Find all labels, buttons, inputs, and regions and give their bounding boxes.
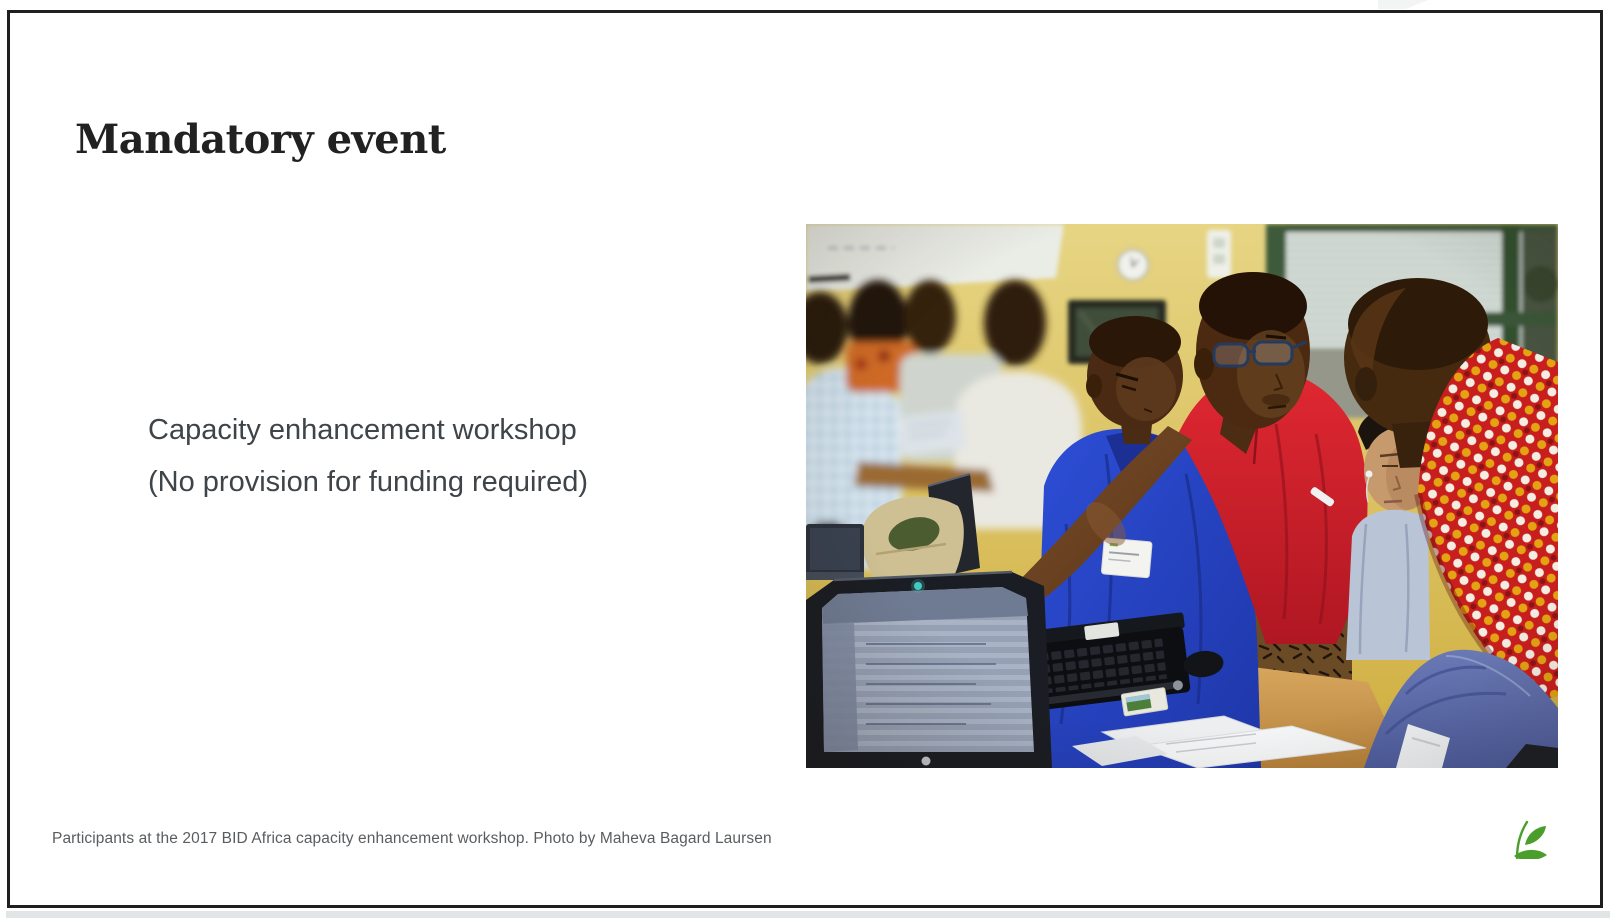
workshop-photo — [806, 224, 1558, 768]
photo-caption: Participants at the 2017 BID Africa capacity enhancement workshop. Photo by Maheva Bagard Laursen — [52, 830, 772, 847]
workshop-photo-illustration — [806, 224, 1558, 768]
body-line-1: Capacity enhancement workshop — [148, 414, 577, 446]
body-line-2: (No provision for funding required) — [148, 466, 589, 498]
gbif-leaf-icon — [1506, 819, 1548, 859]
top-edge-artifact — [1378, 0, 1428, 9]
slide-title: Mandatory event — [75, 116, 446, 163]
horizontal-scrollbar-track[interactable] — [6, 911, 1610, 918]
slide-body — [148, 404, 588, 508]
